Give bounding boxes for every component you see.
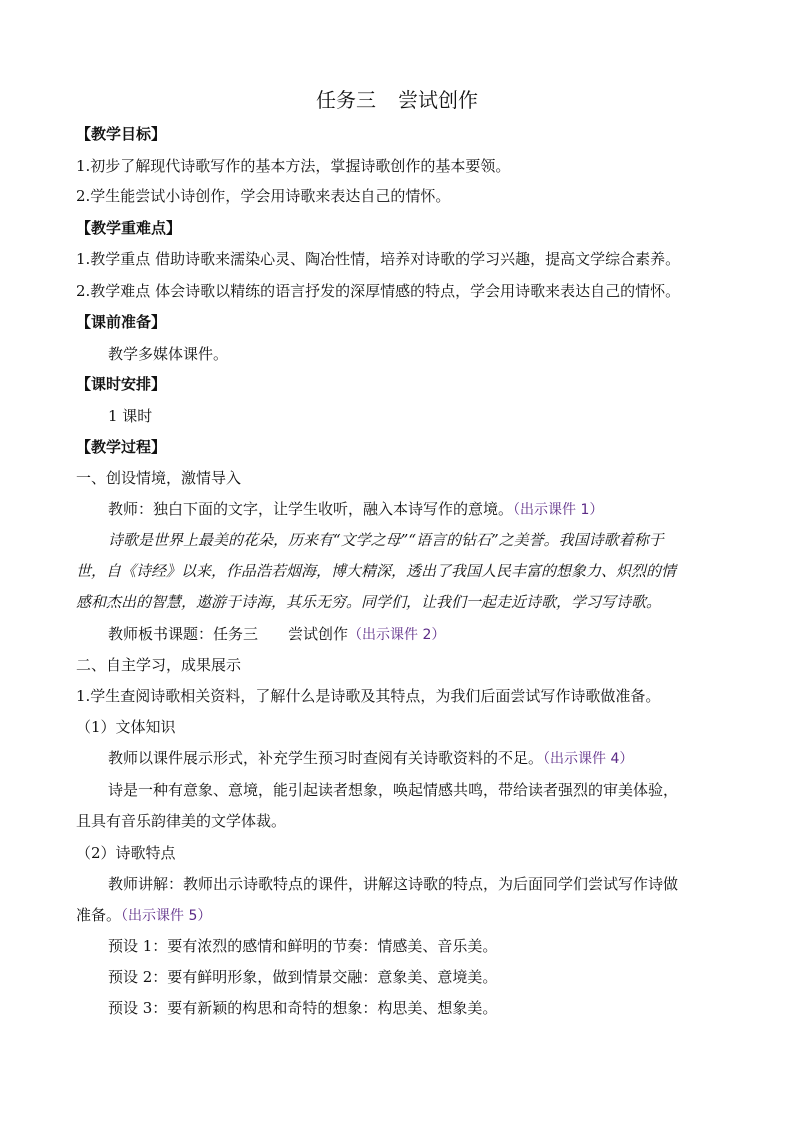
schedule-text: 1 课时 [108,407,153,425]
sub1-p1-text: 教师以课件展示形式，补充学生预习时查阅有关诗歌资料的不足。 [108,749,544,767]
quote-line-3: 感和杰出的智慧，遨游于诗海，其乐无穷。同学们，让我们一起走近诗歌，学习写诗歌。 [76,593,662,611]
courseware-hint-2: （出示课件 2） [348,627,446,643]
sub1-paragraph-1 [108,748,726,769]
step1-paragraph-2 [108,624,726,645]
step1-heading: 一、创设情境，激情导入 [76,469,242,487]
courseware-hint-5: （出示课件 5） [121,908,212,924]
courseware-hint-4: （出示课件 4） [543,751,634,767]
courseware-hint-1: （出示课件 1） [513,502,604,518]
step1-p1-text: 教师：独白下面的文字，让学生收听，融入本诗写作的意境。 [108,500,514,518]
keypoint-item-2 [76,281,726,301]
process-heading: 【教学过程】 [76,438,167,456]
sub2-paragraph-line-2 [76,905,726,926]
schedule-heading: 【课时安排】 [76,375,167,393]
keypoint1-label: 1.教学重点 [76,250,151,268]
quote-line-2: 世，自《诗经》以来，作品浩若烟海，博大精深，透出了我国人民丰富的想象力、炽烈的情 [76,562,677,580]
keypoint1-text: 借助诗歌来濡染心灵、陶冶性情，培养对诗歌的学习兴趣，提高文学综合素养。 [150,250,681,268]
keypoint2-text: 体会诗歌以精练的语言抒发的深厚情感的特点，学会用诗歌来表达自己的情怀。 [150,282,681,300]
page-title [0,88,794,112]
quote-line-1: 诗歌是世界上最美的花朵，历来有“文学之母”“语言的钻石”之美誉。我国诗歌着称于 [108,531,664,549]
title-part2: 尝试创作 [398,88,478,112]
title-part1: 任务三 [316,88,376,112]
step1-paragraph-1 [108,499,726,520]
keypoints-heading: 【教学重难点】 [76,219,182,237]
sub2-heading: （2）诗歌特点 [76,844,176,862]
preset-item-2: 预设 2：要有鲜明形象，做到情景交融：意象美、意境美。 [108,968,498,986]
step2-heading: 二、自主学习，成果展示 [76,656,242,674]
sub1-paragraph-2-line-2: 且具有音乐韵律美的文学体裁。 [76,812,287,830]
goals-heading: 【教学目标】 [76,125,167,143]
keypoint2-label: 2.教学难点 [76,282,151,300]
preset-item-3: 预设 3：要有新颖的构思和奇特的想象：构思美、想象美。 [108,999,498,1017]
sub2-p1-l2-text: 准备。 [76,906,122,924]
sub1-heading: （1）文体知识 [76,718,176,736]
prep-heading: 【课前准备】 [76,313,167,331]
step2-item-1: 1.学生查阅诗歌相关资料，了解什么是诗歌及其特点，为我们后面尝试写作诗歌做准备。 [76,687,661,705]
prep-text: 教学多媒体课件。 [108,345,229,363]
sub2-paragraph-line-1: 教师讲解：教师出示诗歌特点的课件，讲解这诗歌的特点，为后面同学们尝试写作诗做 [108,875,679,893]
sub1-paragraph-2-line-1: 诗是一种有意象、意境，能引起读者想象，唤起情感共鸣，带给读者强烈的审美体验， [108,781,679,799]
goal-item-2: 2.学生能尝试小诗创作，学会用诗歌来表达自己的情怀。 [76,187,451,205]
keypoint-item-1 [76,249,726,269]
goal-item-1: 1.初步了解现代诗歌写作的基本方法，掌握诗歌创作的基本要领。 [76,157,511,175]
preset-item-1: 预设 1：要有浓烈的感情和鲜明的节奏：情感美、音乐美。 [108,937,498,955]
step1-p2-text: 教师板书课题：任务三 尝试创作 [108,625,349,643]
